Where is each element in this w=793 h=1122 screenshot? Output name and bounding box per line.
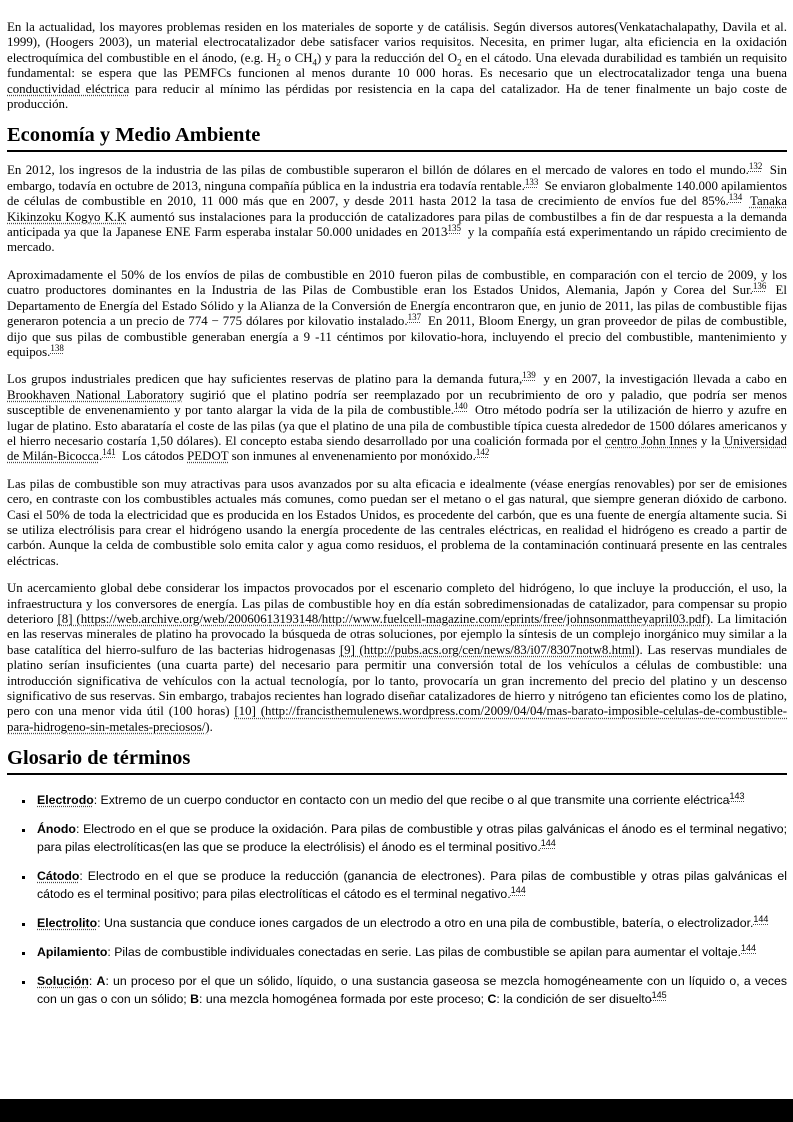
chemical-subscript: 2 bbox=[457, 57, 462, 68]
reference-link[interactable]: 144 bbox=[540, 838, 556, 849]
reference-link[interactable]: 145 bbox=[651, 990, 667, 1001]
inline-link[interactable]: [10] (http://francisthemulenews.wordpress.com/2009/04/04/mas-barato-imposible-celulas-de-combustible-para-hidrogeno-sin-metales-preciosos/) bbox=[7, 704, 787, 734]
bold-label: A bbox=[96, 974, 106, 989]
text-segment: : un proceso por el que un sólido, líquido, o una sustancia gaseosa se mezcla homogéneamente con un líquido o, a veces con un gas o con un sólido; bbox=[37, 974, 787, 1007]
text-segment: . bbox=[209, 719, 213, 734]
glossary-term-link[interactable]: Solución bbox=[37, 974, 89, 989]
reference-link[interactable]: 137 bbox=[407, 311, 422, 322]
glossary-item-electrodo bbox=[34, 791, 787, 809]
reference-link[interactable]: 143 bbox=[729, 791, 745, 802]
text-segment: o CH bbox=[280, 50, 313, 65]
text-segment: En la actualidad, los mayores problemas residen en los materiales de soporte y de catálisis. Según diversos autores(Venkatachalapathy, Davila et al. 1999), (Hoogers 2003), un material electrocatalizador debe satisfacer varios requisitos. Necesita, en primer lugar, alta eficiencia en la oxidación electroquímica del combustible en el ánodo, (e.g. H bbox=[7, 20, 787, 65]
text-segment: son inmunes al envenenamiento por monóxido. bbox=[228, 449, 476, 464]
glossary-term-link[interactable]: Cátodo bbox=[37, 869, 80, 884]
bold-label: B bbox=[190, 992, 200, 1007]
reference-link[interactable]: 136 bbox=[752, 280, 767, 291]
text-segment: Un acercamiento global debe considerar los impactos provocados por el escenario completo del hidrógeno, lo que incluye la producción, el uso, la infraestructura y los conversores de energía. Las pilas de combustible hoy en día están sobredimensionadas de catalizador, para compensar su propio deterioro bbox=[7, 581, 787, 626]
text-segment: sugirió que el platino podría ser reemplazado por un recubrimiento de oro y paladio, que podría ser menos susceptible de envenenamiento y por tanto alargar la vida de la pila de combustible. bbox=[7, 387, 787, 418]
text-segment: Se enviaron globalmente 140.000 apilamientos de células de combustible en 2010, 11 000 más que en 2007, y desde 2011 hasta 2012 la tasa de crecimiento de envíos fue del 85%. bbox=[7, 178, 787, 209]
glossary-item-apilamiento bbox=[34, 943, 787, 961]
glossary-term-link[interactable]: Electrodo bbox=[37, 793, 94, 808]
reference-link[interactable]: 139 bbox=[522, 370, 536, 381]
inline-link[interactable]: conductividad eléctrica bbox=[7, 81, 130, 96]
reference-link[interactable]: 135 bbox=[447, 222, 461, 233]
text-segment: Sin embargo, todavía en octubre de 2013, ninguna compañía pública en la industria era todavía rentable. bbox=[7, 163, 787, 193]
glossary-term: Ánodo bbox=[37, 822, 76, 837]
glossary-item-anodo bbox=[34, 820, 787, 856]
reference-link[interactable]: 133 bbox=[524, 176, 539, 187]
chemical-subscript: 2 bbox=[276, 57, 281, 68]
glossary-term-link[interactable]: Electrolito bbox=[37, 916, 98, 931]
reference-link[interactable]: 144 bbox=[753, 914, 769, 925]
text-segment: : Electrodo en el que se produce la oxidación. Para pilas de combustible y otras pilas galvánicas el ánodo es el terminal negativo; para pilas electrolíticas(en las que se produce la electrólisis) el ánodo es el terminal positivo. bbox=[37, 822, 787, 855]
bold-label: C bbox=[487, 992, 497, 1007]
text-segment: para reducir al mínimo las pérdidas por resistencia en la capa del catalizador. Ha de tener finalmente un bajo coste de producción. bbox=[7, 81, 787, 112]
reference-link[interactable]: 132 bbox=[748, 161, 763, 172]
inline-link[interactable]: Tanaka Kikinzoku Kogyo K.K bbox=[7, 194, 787, 224]
paragraph-economia-1 bbox=[7, 163, 787, 255]
inline-link[interactable]: [9] (http://pubs.acs.org/cen/news/83/i07/8307notw8.html) bbox=[339, 642, 640, 657]
text-segment: y la compañía está experimentando un rápido crecimiento de mercado. bbox=[7, 225, 787, 255]
text-segment: : Una sustancia que conduce iones cargados de un electrodo a otro en una pila de combustible, batería, o electrolizador. bbox=[97, 916, 754, 931]
text-segment: : una mezcla homogénea formada por este proceso; bbox=[199, 992, 488, 1007]
text-segment: en el cátodo. Una elevada durabilidad es también un requisito fundamental: se espera que las PEMFCs funcionen al menos durante 10 000 horas. Es necesario que un electrocatalizador tenga una buena bbox=[7, 50, 787, 81]
text-segment: . bbox=[98, 449, 103, 464]
section-heading-economia-y-medio-ambiente: Economía y Medio Ambiente bbox=[7, 124, 787, 152]
reference-link[interactable]: 138 bbox=[50, 342, 64, 353]
text-segment: : Pilas de combustible individuales conectadas en serie. Las pilas de combustible se apilan para aumentar el voltaje. bbox=[107, 945, 742, 960]
section-heading-glosario-de-terminos: Glosario de términos bbox=[7, 747, 787, 775]
paragraph-economia-5 bbox=[7, 581, 787, 735]
inline-link[interactable]: centro John Innes bbox=[605, 433, 698, 448]
text-segment: ) y para la reducción del O bbox=[317, 50, 458, 65]
text-segment: aumentó sus instalaciones para la producción de catalizadores para pilas de combustilbes a fin de dar respuesta a la demanda anticipada ya que la Japanese ENE Farm esperaba instalar 50.000 unidades en 2013 bbox=[7, 209, 787, 240]
glossary-item-solucion bbox=[34, 972, 787, 1008]
inline-link[interactable]: Universidad de Milán-Bicocca bbox=[7, 433, 787, 464]
glossary-list bbox=[7, 791, 787, 1008]
reference-link[interactable]: 144 bbox=[741, 943, 757, 954]
chemical-subscript: 4 bbox=[312, 57, 318, 68]
text-segment: Los grupos industriales predicen que hay suficientes reservas de platino para la demanda futura, bbox=[7, 372, 523, 387]
paragraph-economia-4 bbox=[7, 477, 787, 569]
text-segment: : Electrodo en el que se produce la reducción (ganancia de electrones). Para pilas de combustible y otras pilas galvánicas el cátodo es el terminal positivo; para pilas electrolíticas el cátodo es el terminal negativo. bbox=[37, 869, 787, 902]
glossary-item-catodo bbox=[34, 867, 787, 903]
text-segment: Las pilas de combustible son muy atractivas para usos avanzados por su alta eficacia e idealmente (véase energías renovables) por ser de emisiones cero, en contraste con los combustibles actuales más comunes, como puedan ser el metano o el gas natural, que siempre generan dióxido de carbono. Casi el 50% de toda la electricidad que es producida en los Estados Unidos, es procedente del carbón, que es una fuente de energía altamente sucia. Si se utiliza electrólisis para crear el hidrógeno usando la energía procedente de las centrales eléctricas, en realidad el hidrógeno es creado a partir de carbón. Aunque la celda de combustible solo emita calor y agua como residuos, el problema de la contaminación continuará presente en las centrales eléctricas. bbox=[7, 476, 787, 568]
glossary-item-electrolito bbox=[34, 914, 787, 932]
text-segment: Aproximadamente el 50% de los envíos de pilas de combustible en 2010 fueron pilas de combustible, en comparación con el tercio de 2009, y los cuatro productores dominantes en la Industria de las Pilas de Combustible eran los Estados Unidos, Alemania, Japón y Corea del Sur. bbox=[7, 267, 787, 298]
inline-link[interactable]: Brookhaven National Laboratory bbox=[7, 387, 184, 402]
page-bottom-bar bbox=[0, 1099, 793, 1122]
paragraph-economia-2 bbox=[7, 268, 787, 360]
text-segment: En 2012, los ingresos de la industria de las pilas de combustible superaron el billón de dólares en el mercado de valores en todo el mundo. bbox=[7, 163, 749, 178]
glossary-term: Apilamiento bbox=[37, 945, 108, 960]
text-segment: y en 2007, la investigación llevada a cabo en bbox=[538, 372, 787, 387]
reference-link[interactable]: 142 bbox=[475, 447, 490, 458]
inline-link[interactable]: PEDOT bbox=[187, 449, 229, 464]
text-segment: En 2011, Bloom Energy, un gran proveedor de pilas de combustible, dijo que sus pilas de combustible generaban energía a 9 -11 céntimos por kilovatio-hora, incluyendo el precio del combustible, mantenimiento y equipos. bbox=[7, 314, 787, 359]
inline-link[interactable]: [8] (https://web.archive.org/web/20060613193148/http://www.fuelcell-magazine.com/eprints/free/johnsonmattheyapril03.pdf) bbox=[57, 612, 711, 626]
text-segment: Otro método podría ser la utilización de hierro y azufre en lugar de platino. Esto abarataría el coste de las pilas (ya que el platino de una pila de combustible típica cuesta alrededor de 1500 dólares americanos y el hierro necesario costaría 1,50 dólares). El concepto estaba siendo desarrollado por una coalición formada por el bbox=[7, 403, 787, 448]
reference-link[interactable]: 134 bbox=[728, 191, 743, 202]
text-segment: : bbox=[88, 974, 97, 989]
paragraph-economia-3 bbox=[7, 372, 787, 464]
text-segment: . La limitación en las reservas minerales de platino ha provocado la búsqueda de otras soluciones, por ejemplo la síntesis de un complejo inorgánico muy similar a la base catalítica del hierro-sulfuro de las bacterias hidrogenasas bbox=[7, 612, 788, 657]
reference-link[interactable]: 144 bbox=[510, 885, 526, 896]
text-segment: Los cátodos bbox=[118, 449, 188, 464]
text-segment: El Departamento de Energía del Estado Sólido y la Alianza de la Conversión de Energía encontraron que, en junio de 2011, las pilas de combustible fijas generaron potencia a un precio de 774 − 775 dólares por kilovatio instalado. bbox=[7, 283, 787, 329]
text-segment: : la condición de ser disuelto bbox=[496, 992, 652, 1007]
reference-link[interactable]: 140 bbox=[454, 400, 468, 411]
text-segment: . Las reservas mundiales de platino serían insuficientes (una cuarta parte) del necesario para permitir una conversión total de los vehículos a células de combustible: una introducción significativa de vehículos con la actual tecnología, por lo tanto, provocaría un gran incremento del precio del platino y un descenso significativo de sus reservas. Sin embargo, trabajos recientes han logrado diseñar catalizadores de hierro y nitrógeno tan eficientes como los de platino, pero con una menor vida útil (100 horas) bbox=[7, 642, 787, 719]
reference-link[interactable]: 141 bbox=[102, 447, 116, 458]
text-segment: y la bbox=[697, 433, 724, 448]
paragraph-intro bbox=[7, 20, 787, 112]
text-segment: : Extremo de un cuerpo conductor en contacto con un medio del que recibe o al que transmite una corriente eléctrica bbox=[93, 793, 730, 808]
